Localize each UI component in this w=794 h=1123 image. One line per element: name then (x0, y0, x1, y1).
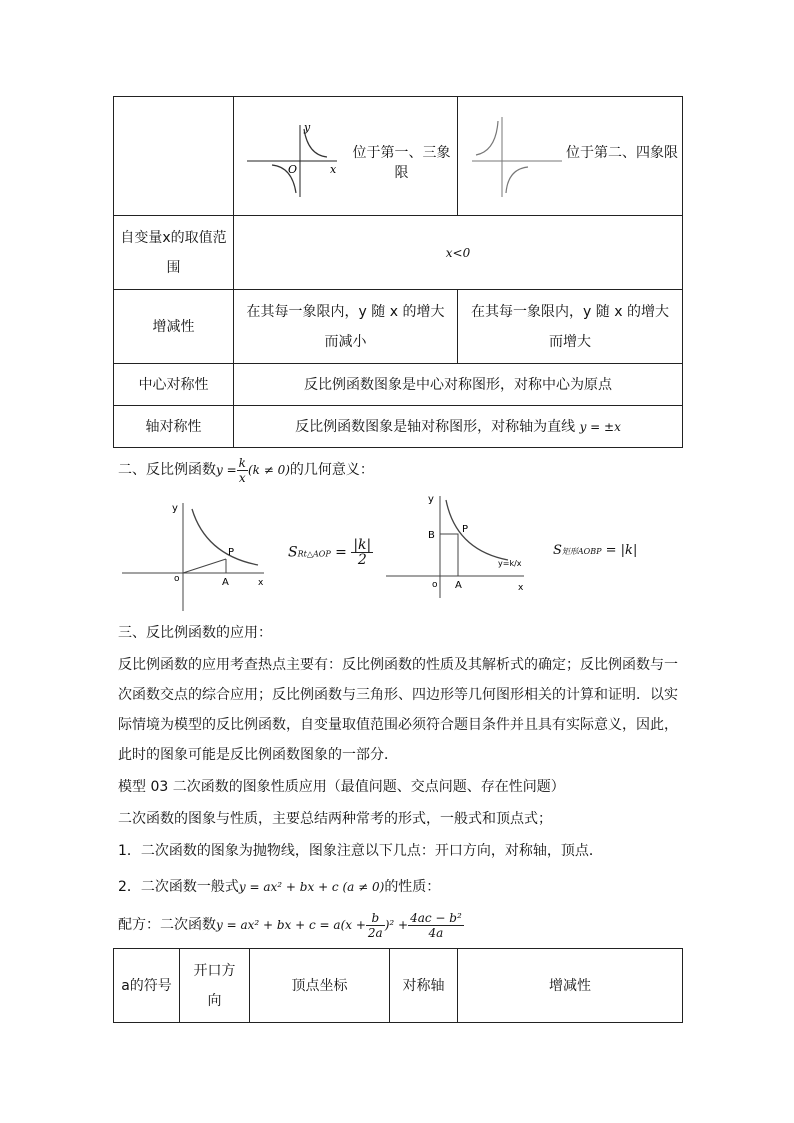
formula-numerator: k (238, 455, 246, 470)
line4-frac1 (366, 911, 385, 940)
section2-heading (118, 455, 374, 485)
inverse-function-properties-table (113, 96, 683, 448)
area2-eq: = |k| (605, 543, 638, 558)
header-a-sign: a的符号 (114, 949, 180, 1023)
table-row-graphs (114, 97, 683, 216)
area1-sub: Rt△AOP (297, 549, 331, 559)
line4-frac2 (408, 911, 464, 940)
quadratic-properties-table (113, 948, 683, 1023)
q1-q3-caption: 位于第一、三象限 (352, 145, 451, 181)
line4-frac1-den: 2a (367, 925, 383, 940)
fig1-x-label: x (258, 578, 264, 588)
monotonic-right: 在其每一象限内，y 随 x 的增大而增大 (458, 290, 683, 364)
area1-num: |k| (353, 537, 372, 553)
model03-line2: 1．二次函数的图象为抛物线，图象注意以下几点：开口方向，对称轴，顶点． (118, 843, 603, 859)
model03-title: 模型 03 二次函数的图象性质应用（最值问题、交点问题、存在性问题） (118, 779, 565, 795)
fig2-a-label: A (455, 580, 462, 591)
axial-symmetry-formula: y = ±x (579, 419, 621, 434)
hyperbola-q1-q3-figure (242, 119, 342, 199)
axial-symmetry-label: 轴对称性 (114, 406, 234, 448)
header-vertex: 顶点坐标 (250, 949, 390, 1023)
line4-prefix: 配方：二次函数 (118, 917, 216, 933)
rectangle-area-formula (553, 543, 637, 558)
section2-formula-frac (237, 456, 248, 485)
line3-formula: y = ax² + bx + c (a ≠ 0) (238, 880, 385, 894)
section2-formula-y: y = (216, 463, 237, 477)
header-opening: 开口方向 (180, 949, 250, 1023)
fig2-p-label: P (462, 524, 469, 535)
line4-frac2-den: 4a (428, 925, 444, 940)
header-axis: 对称轴 (390, 949, 458, 1023)
triangle-area-figure (118, 495, 268, 615)
domain-label: 自变量x的取值范围 (114, 216, 234, 290)
q2-q4-caption: 位于第二、四象限 (566, 145, 678, 161)
axial-symmetry-value: 反比例函数图象是轴对称图形，对称轴为直线 (295, 418, 576, 435)
fig1-origin-label: o (174, 574, 180, 584)
table-header-row (114, 949, 683, 1023)
fig1-y-label: y (172, 503, 178, 514)
fig2-b-label: B (428, 530, 435, 541)
header-monotonic: 增减性 (458, 949, 683, 1023)
section3-heading: 三、反比例函数的应用： (118, 625, 272, 641)
hyperbola-q2-q4-figure (464, 111, 564, 199)
graph-cell-first-third (234, 97, 458, 216)
origin-label: O (288, 163, 298, 176)
monotonic-label: 增减性 (114, 290, 234, 364)
fig1-p-label: P (228, 547, 235, 558)
axial-symmetry-cell (234, 406, 683, 448)
section2-heading-prefix: 二、反比例函数 (118, 462, 216, 478)
area1-s: S (288, 544, 298, 561)
fig2-origin-label: o (432, 580, 438, 590)
graph-cell-second-fourth (458, 97, 683, 216)
section2-heading-suffix: 的几何意义： (289, 462, 374, 478)
area2-s: S (553, 543, 562, 558)
area2-sub: 矩形AOBP (561, 547, 602, 556)
line4-frac1-num: b (366, 911, 385, 926)
table-row-central-symmetry (114, 364, 683, 406)
empty-label-cell (114, 97, 234, 216)
domain-value: x<0 (234, 216, 683, 290)
formula-denominator: x (238, 470, 246, 485)
table-row-domain (114, 216, 683, 290)
fig2-x-label: x (518, 583, 524, 593)
fig1-a-label: A (222, 577, 229, 588)
central-symmetry-value: 反比例函数图象是中心对称图形，对称中心为原点 (234, 364, 683, 406)
line4-frac2-num: 4ac − b² (410, 910, 462, 925)
line4-formula-b: )² + (384, 918, 409, 932)
table-row-axial-symmetry (114, 406, 683, 448)
rectangle-area-figure (384, 490, 534, 600)
table-row-monotonic (114, 290, 683, 364)
line4-formula-a: y = ax² + bx + c = a(x + (216, 918, 366, 932)
section2-formula-cond: (k ≠ 0) (247, 463, 290, 477)
model03-line1: 二次函数的图象与性质，主要总结两种常考的形式，一般式和顶点式； (118, 811, 552, 827)
fig2-curve-label: y=k/x (498, 559, 522, 568)
fig2-y-label: y (428, 494, 434, 505)
triangle-area-formula (288, 538, 373, 567)
monotonic-left: 在其每一象限内，y 随 x 的增大而减小 (234, 290, 458, 364)
section3-paragraph: 反比例函数的应用考查热点主要有：反比例函数的性质及其解析式的确定；反比例函数与一次函数交点的综合应用；反比例函数与三角形、四边形等几何图形相关的计算和证明．以实际情境为模型的反比例函数，自变量取值范围必须符合题目条件并且具有实际意义，因此，此时的图象可能是反比例函数图象的一部分． (118, 657, 678, 763)
axis-x-label: x (330, 163, 337, 176)
model03-line3 (118, 872, 678, 902)
area1-den: 2 (357, 552, 367, 568)
model03-line4 (118, 910, 678, 940)
area1-eq: = (335, 544, 347, 561)
area1-frac (351, 538, 373, 567)
axis-y-label: y (304, 121, 311, 134)
central-symmetry-label: 中心对称性 (114, 364, 234, 406)
line3-prefix: 2．二次函数一般式 (118, 879, 239, 895)
line3-suffix: 的性质： (384, 879, 441, 895)
